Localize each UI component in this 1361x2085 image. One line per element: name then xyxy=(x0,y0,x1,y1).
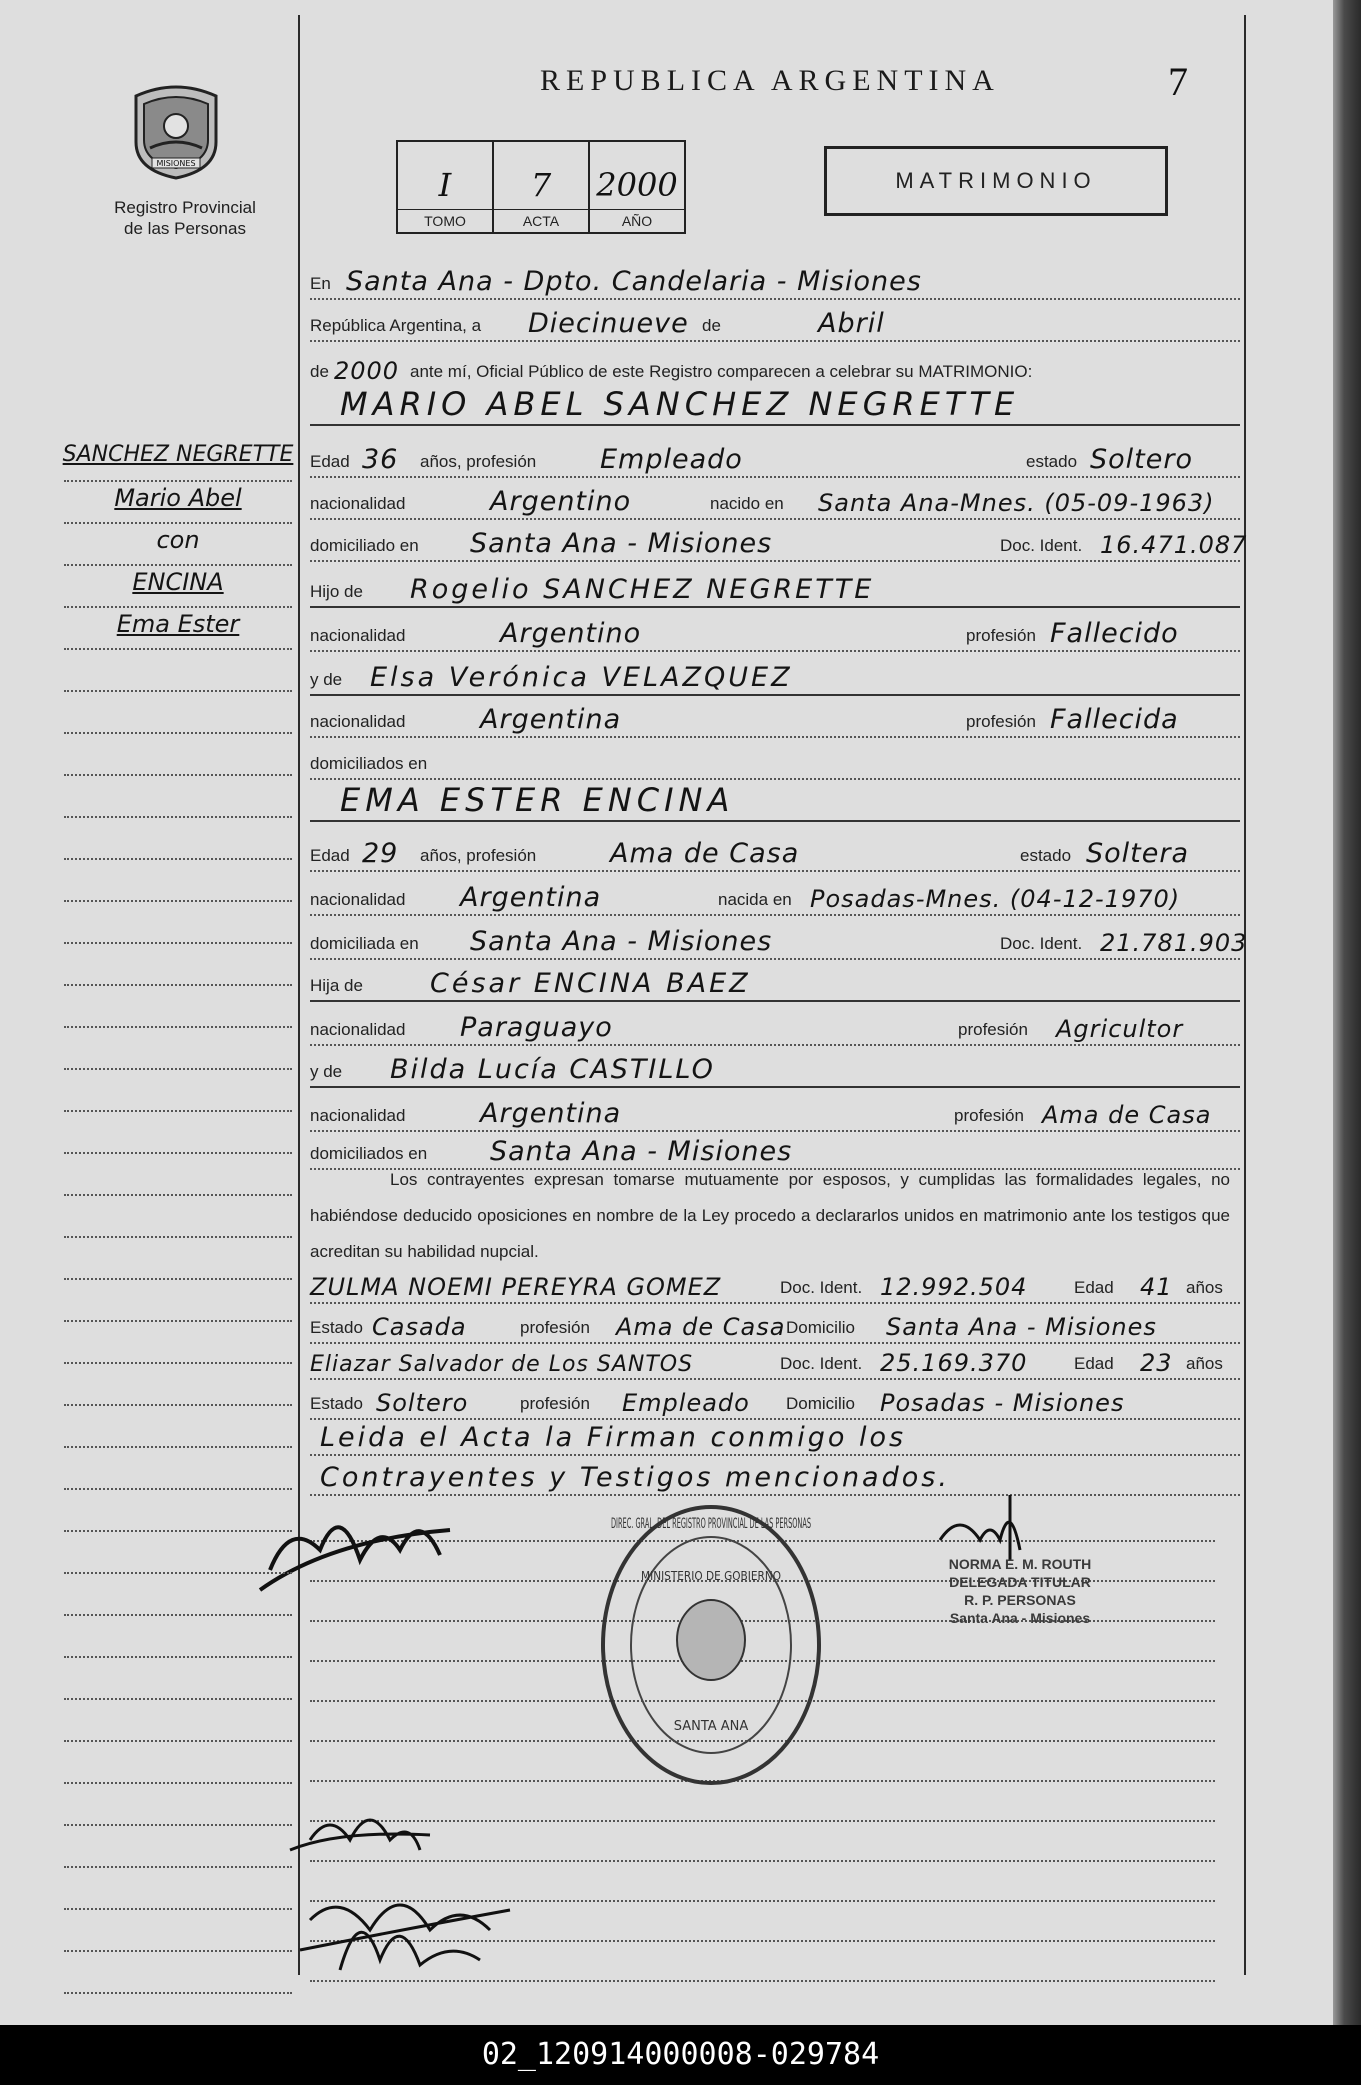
margin-rule xyxy=(64,1070,292,1112)
margin-rule xyxy=(64,1238,292,1280)
page-number: 7 xyxy=(1168,59,1188,104)
seal-bottom-text: SANTA ANA xyxy=(673,1719,749,1734)
registry-label: Registro Provincial de las Personas xyxy=(114,198,256,238)
groom-name: MARIO ABEL SANCHEZ NEGRETTE xyxy=(340,385,1020,423)
witness-1-line: ZULMA NOEMI PEREYRA GOMEZ Doc. Ident. 12.992.504 Edad 41 años xyxy=(310,1262,1240,1304)
margin-rule xyxy=(64,1574,292,1616)
margin-rule xyxy=(64,776,292,818)
margin-rule xyxy=(64,1826,292,1868)
margin-rule xyxy=(64,1910,292,1952)
margin-rule xyxy=(64,1616,292,1658)
margin-rule xyxy=(64,1742,292,1784)
margin-rule xyxy=(64,1196,292,1238)
bride-name-line xyxy=(310,780,1240,822)
bride-name: EMA ESTER ENCINA xyxy=(340,781,735,819)
groom-mother-line: y de Elsa Verónica VELAZQUEZ xyxy=(310,654,1240,696)
margin-rule xyxy=(64,1112,292,1154)
margin-rule xyxy=(64,818,292,860)
closing-line-2: Contrayentes y Testigos mencionados. xyxy=(310,1454,1240,1496)
year-value: 2000 xyxy=(334,357,400,385)
closing-line-1: Leida el Acta la Firman conmigo los xyxy=(310,1414,1240,1456)
margin-rule xyxy=(64,1532,292,1574)
margin-note-line-1: SANCHEZ NEGRETTE xyxy=(62,442,294,467)
margin-note-line-5: Ema Ester xyxy=(116,610,240,638)
record-type-box: MATRIMONIO xyxy=(824,146,1168,216)
margin-rule xyxy=(64,1364,292,1406)
margin-rule xyxy=(64,986,292,1028)
margin-rule xyxy=(64,1406,292,1448)
witness-2-details-line: Estado Soltero profesión Empleado Domicilio Posadas - Misiones xyxy=(310,1378,1240,1420)
margin-rule xyxy=(64,692,292,734)
groom-name-line xyxy=(310,384,1240,426)
margin-rule xyxy=(64,1784,292,1826)
margin-note-line-4: ENCINA xyxy=(132,568,224,596)
margin-rule xyxy=(64,1028,292,1070)
seal-inner-text: MINISTERIO DE GOBIERNO xyxy=(641,1569,781,1583)
groom-father-line: Hijo de Rogelio SANCHEZ NEGRETTE xyxy=(310,566,1240,608)
month-value: Abril xyxy=(818,308,885,339)
bride-father-line: Hija de César ENCINA BAEZ xyxy=(310,960,1240,1002)
witness-1-details-line: Estado Casada profesión Ama de Casa Domicilio Santa Ana - Misiones xyxy=(310,1302,1240,1344)
tomo-cell: I TOMO xyxy=(398,142,494,232)
witness-1-signature xyxy=(300,1905,510,1950)
bride-signature xyxy=(290,1820,430,1850)
margin-rule xyxy=(64,734,292,776)
margin-rule xyxy=(64,1700,292,1742)
place-value: Santa Ana - Dpto. Candelaria - Misiones xyxy=(346,266,922,297)
statement-line: de 2000 ante mí, Oficial Público de este Registro comparecen a celebrar su MATRIMONIO: xyxy=(310,357,1033,385)
margin-rule xyxy=(64,650,292,692)
date-line: República Argentina, a Diecinueve de Abril xyxy=(310,300,1240,342)
official-seal xyxy=(596,1500,826,1790)
margin-rule xyxy=(64,1952,292,1994)
margin-note-line-3: con xyxy=(156,526,200,554)
margin-rule xyxy=(64,860,292,902)
record-reference-box xyxy=(396,140,686,234)
footer-code: 02_120914000008-029784 xyxy=(0,2025,1361,2085)
margin-note-line-2: Mario Abel xyxy=(114,484,242,512)
bride-mother-nationality-line: nacionalidad Argentina profesión Ama de Casa xyxy=(310,1090,1240,1132)
bride-father-nationality-line: nacionalidad Paraguayo profesión Agricultor xyxy=(310,1004,1240,1046)
groom-domicile-line: domiciliado en Santa Ana - Misiones Doc. Ident. 16.471.087 xyxy=(310,520,1240,562)
margin-rule xyxy=(64,1280,292,1322)
place-line: En Santa Ana - Dpto. Candelaria - Misiones xyxy=(310,258,1240,300)
margin-rule xyxy=(64,1154,292,1196)
crest-label: MISIONES xyxy=(156,159,196,168)
bride-mother-line: y de Bilda Lucía CASTILLO xyxy=(310,1046,1240,1088)
groom-mother-nationality-line: nacionalidad Argentina profesión Fallecida xyxy=(310,696,1240,738)
seal-outer-text: DIREC. GRAL. DEL REGISTRO PROVINCIAL DE LAS PERSONAS xyxy=(611,1516,812,1532)
bride-nationality-line: nacionalidad Argentina nacida en Posadas-Mnes. (04-12-1970) xyxy=(310,874,1240,916)
acta-cell: 7 ACTA xyxy=(494,142,590,232)
anio-cell: 2000 AÑO xyxy=(590,142,684,232)
margin-rule xyxy=(64,1658,292,1700)
margin-rule xyxy=(64,1868,292,1910)
right-margin-rule xyxy=(1244,15,1246,1975)
bride-parents-domicile-line: domiciliados en Santa Ana - Misiones xyxy=(310,1128,1240,1170)
witness-2-line: Eliazar Salvador de Los SANTOS Doc. Ident. 25.169.370 Edad 23 años xyxy=(310,1338,1240,1380)
groom-father-nationality-line: nacionalidad Argentino profesión Fallecido xyxy=(310,610,1240,652)
margin-rule xyxy=(64,944,292,986)
country-title: REPUBLICA ARGENTINA xyxy=(540,64,1000,97)
bride-age-line: Edad 29 años, profesión Ama de Casa estado Soltera xyxy=(310,830,1240,872)
groom-age-line: Edad 36 años, profesión Empleado estado Soltero xyxy=(310,436,1240,478)
margin-rule xyxy=(64,1490,292,1532)
day-value: Diecinueve xyxy=(528,308,689,339)
bride-domicile-line: domiciliada en Santa Ana - Misiones Doc. Ident. 21.781.903 xyxy=(310,918,1240,960)
provincial-crest-icon xyxy=(128,78,224,182)
declaration-text: Los contrayentes expresan tomarse mutuamente por esposos, y cumplidas las formalidades legales, no habiéndose deducido oposiciones en nombre de la Ley procedo a declararlos unidos en matrimonio ante los testigos que acreditan su habilidad nupcial. xyxy=(310,1170,1230,1261)
margin-rule xyxy=(64,1322,292,1364)
page-binding-edge xyxy=(1333,0,1361,2025)
groom-nationality-line: nacionalidad Argentino nacido en Santa Ana-Mnes. (05-09-1963) xyxy=(310,478,1240,520)
official-stamp: NORMA E. M. ROUTH DELEGADA TITULAR R. P. PERSONAS Santa Ana - Misiones xyxy=(948,1556,1092,1626)
margin-rule xyxy=(64,1448,292,1490)
margin-rule xyxy=(64,902,292,944)
groom-parents-domicile-line: domiciliados en xyxy=(310,738,1240,780)
